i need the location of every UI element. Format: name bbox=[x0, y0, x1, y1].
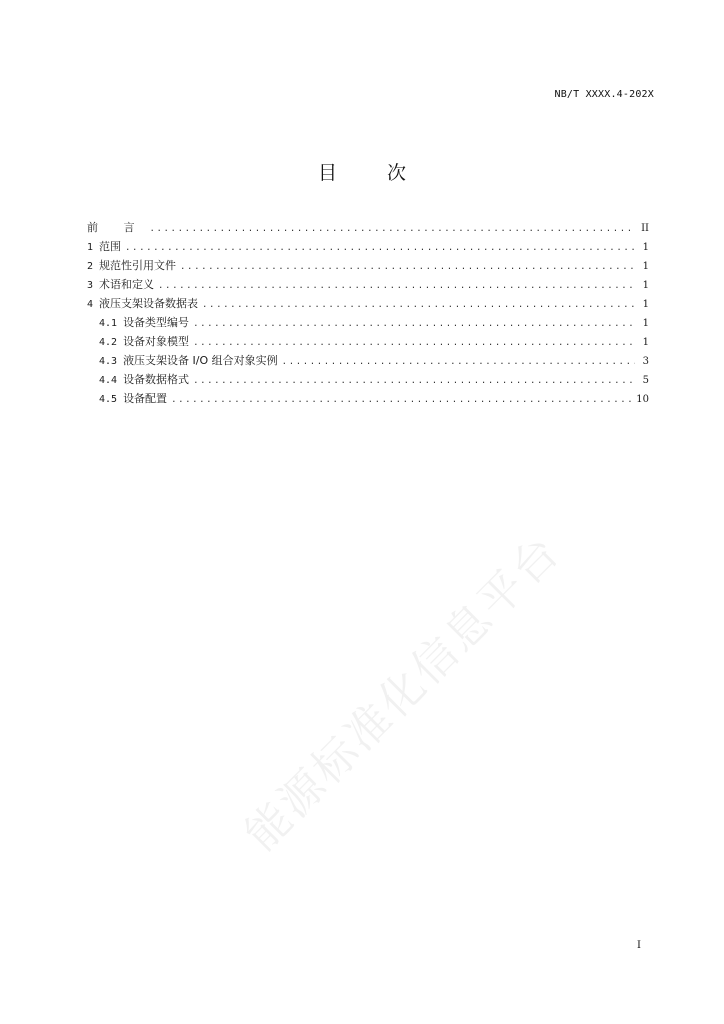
toc-entry[interactable] bbox=[87, 294, 649, 313]
toc-entry-label: 设备数据格式 bbox=[123, 373, 190, 386]
toc-entry[interactable] bbox=[87, 332, 649, 351]
toc-entry-page: 5 bbox=[642, 375, 649, 386]
page-number: I bbox=[637, 940, 641, 951]
toc-entry-page: 1 bbox=[642, 318, 649, 329]
toc-entry-page: 1 bbox=[642, 280, 649, 291]
toc-entry-page: 1 bbox=[642, 261, 649, 272]
toc-entry[interactable] bbox=[87, 313, 649, 332]
toc-entry[interactable] bbox=[87, 389, 649, 408]
toc-entry[interactable] bbox=[87, 370, 649, 389]
watermark bbox=[190, 480, 610, 900]
toc-leader-dots bbox=[125, 239, 635, 258]
toc-leader-dots bbox=[193, 372, 635, 391]
toc-entry-number: 3 bbox=[87, 280, 94, 291]
toc-entry-page: 3 bbox=[642, 356, 649, 367]
toc-entry-page: 10 bbox=[636, 394, 649, 405]
toc-entry-number: 4.4 bbox=[99, 375, 118, 386]
toc-entry-label: 前 言 bbox=[87, 221, 146, 234]
toc-entry-label: 液压支架设备数据表 bbox=[99, 297, 199, 310]
toc-entry[interactable] bbox=[87, 351, 649, 370]
toc-entry[interactable] bbox=[87, 237, 649, 256]
toc-entry-number: 4.1 bbox=[99, 318, 118, 329]
toc-entry-number: 4 bbox=[87, 299, 94, 310]
toc-entry[interactable] bbox=[87, 275, 649, 294]
toc-entry[interactable] bbox=[87, 218, 649, 237]
toc-leader-dots bbox=[150, 220, 636, 239]
toc-entry-number: 4.3 bbox=[99, 356, 118, 367]
toc-entry-label: 液压支架设备 I/O 组合对象实例 bbox=[123, 354, 278, 367]
toc-entry-label: 规范性引用文件 bbox=[99, 259, 177, 272]
toc-entry-number: 4.2 bbox=[99, 337, 118, 348]
toc-leader-dots bbox=[202, 296, 635, 315]
toc-entry-label: 设备配置 bbox=[123, 392, 168, 405]
toc-entry-page: 1 bbox=[642, 242, 649, 253]
toc-entry-page: 1 bbox=[642, 299, 649, 310]
document-code: NB/T XXXX.4-202X bbox=[554, 89, 654, 100]
toc-entry-number: 4.5 bbox=[99, 394, 118, 405]
toc-entry-label: 术语和定义 bbox=[99, 278, 155, 291]
toc-title: 目 次 bbox=[317, 162, 429, 184]
toc-entry-page: II bbox=[641, 223, 649, 234]
toc-entry-number: 1 bbox=[87, 242, 94, 253]
toc-leader-dots bbox=[158, 277, 635, 296]
toc-leader-dots bbox=[282, 353, 635, 372]
toc-entry[interactable] bbox=[87, 256, 649, 275]
toc-entry-page: 1 bbox=[642, 337, 649, 348]
watermark-text: 能源标准化信息平台 bbox=[235, 525, 571, 861]
toc-entry-label: 设备类型编号 bbox=[123, 316, 190, 329]
toc-entry-number: 2 bbox=[87, 261, 94, 272]
toc-leader-dots bbox=[193, 315, 635, 334]
toc-leader-dots bbox=[180, 258, 635, 277]
table-of-contents bbox=[87, 218, 649, 408]
toc-entry-label: 设备对象模型 bbox=[123, 335, 190, 348]
toc-leader-dots bbox=[171, 391, 632, 410]
toc-entry-label: 范围 bbox=[99, 240, 122, 253]
